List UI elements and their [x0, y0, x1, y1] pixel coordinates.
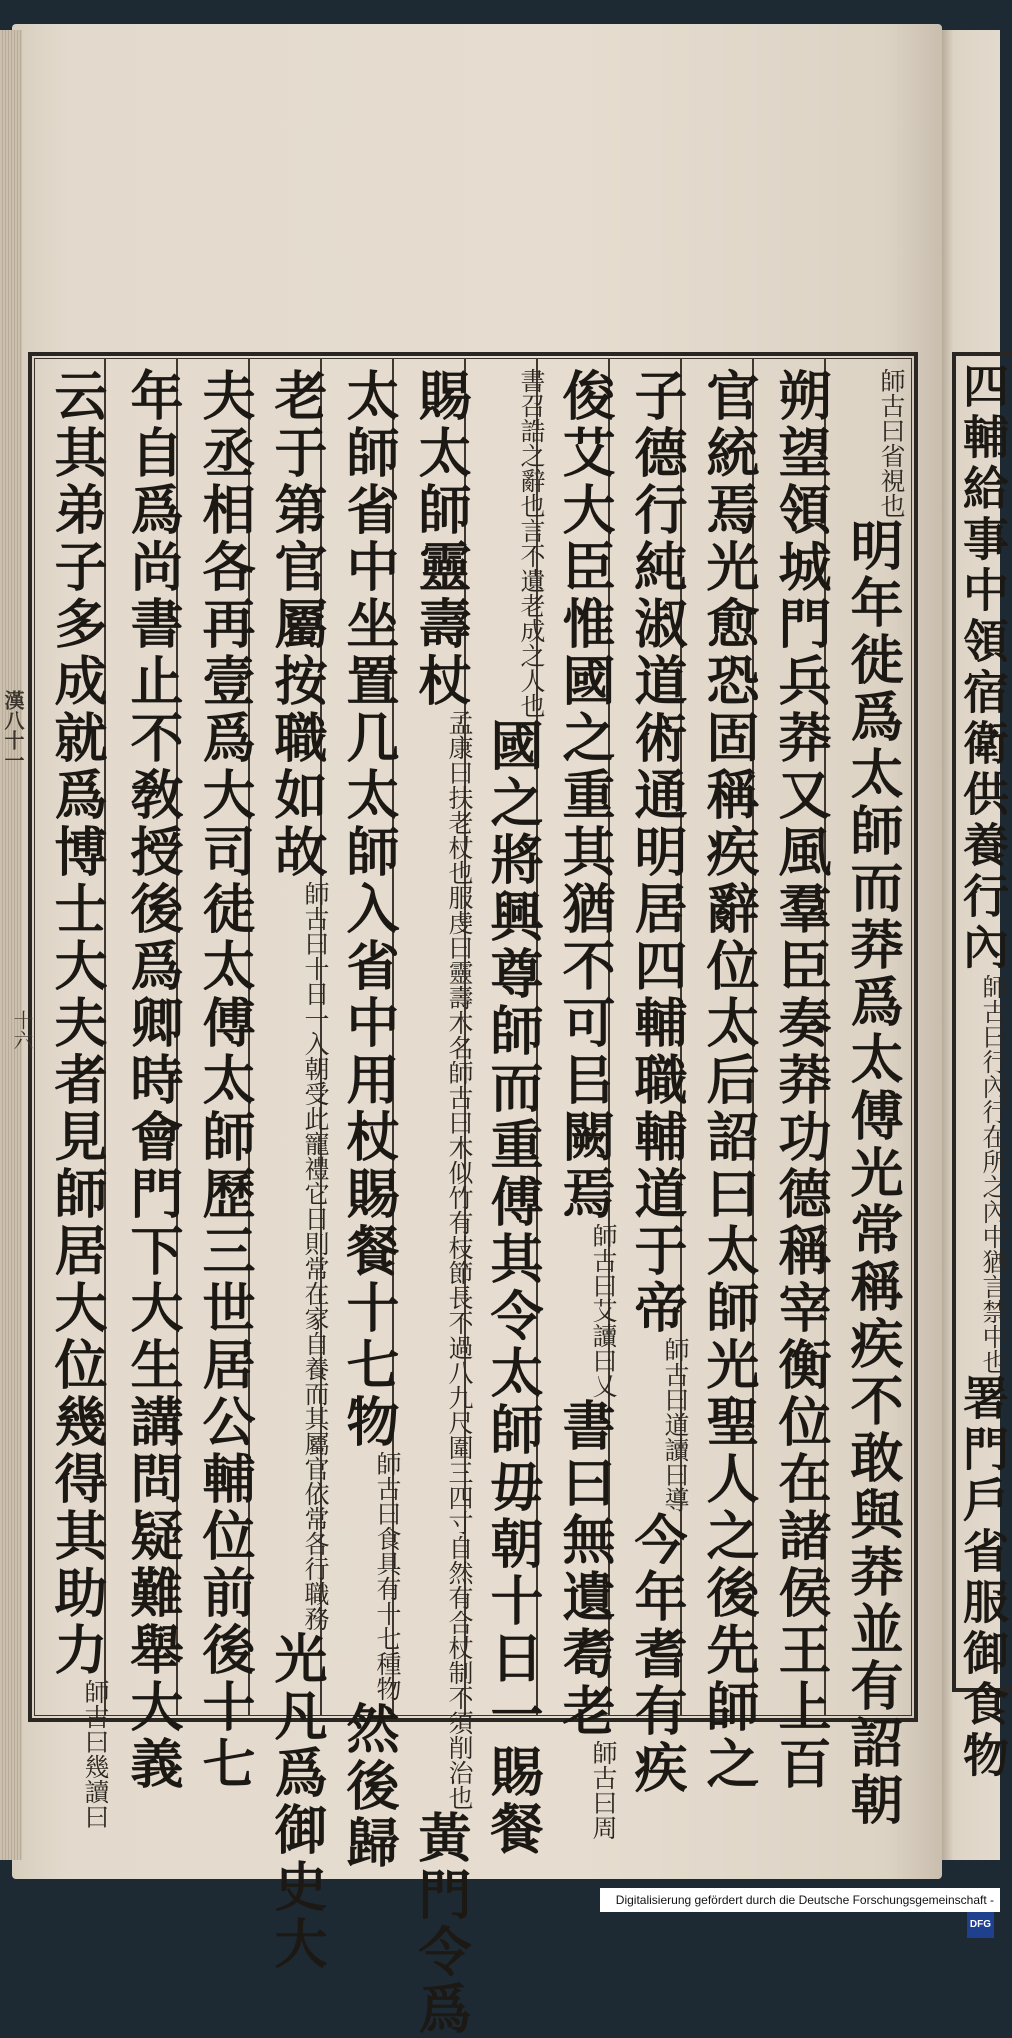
- main-text: 老于第官屬按職如故: [266, 368, 328, 881]
- text-column-7: [408, 368, 474, 2038]
- text-column-5: [552, 368, 618, 1840]
- main-text: 國之將興尊師而重傅其令太師毋朝十日一賜餐: [482, 718, 544, 1858]
- dfg-logo: DFG: [967, 1912, 994, 1938]
- main-text: 今年耆有疾: [626, 1512, 688, 1797]
- text-column-2: [768, 368, 834, 1793]
- main-text: 太師省中坐置几太師入省中用杖賜餐十七物: [338, 368, 400, 1451]
- text-column-11: [120, 368, 186, 1793]
- main-text: 子德行純淑道術通明居四輔職輔道于帝: [626, 368, 688, 1337]
- main-text: 俊艾大臣惟國之重其猶不可㠯闕焉: [554, 368, 616, 1223]
- text-column-8: [336, 368, 402, 1872]
- text-column-3: [696, 368, 762, 1793]
- main-text: 署門戶省服御食物: [956, 1374, 1010, 1782]
- text-column-9: [264, 368, 330, 1973]
- text-column-1: [840, 368, 906, 1829]
- commentary-note: 師古曰道讀曰導: [661, 1337, 690, 1512]
- main-text: 書曰無遺耈老: [554, 1398, 616, 1740]
- commentary-note: 書召誥之辭也言不遺老成之人也: [517, 368, 546, 718]
- text-column-6: [480, 368, 546, 1858]
- commentary-note: 師古曰周: [589, 1740, 618, 1840]
- main-text: 四輔給事中領宿衛供養行內: [956, 362, 1010, 974]
- main-text: 云其弟子多成就爲博士大夫者見師居大位幾得其助力: [46, 368, 108, 1679]
- margin-label: 漢八十一: [1, 690, 25, 770]
- main-text: 賜太師靈壽杖: [410, 368, 472, 710]
- main-text: 年自爲尚書止不敎授後爲卿時會門下大生講問疑難舉大義: [122, 368, 184, 1793]
- margin-page-number: 十六: [10, 1010, 34, 1050]
- commentary-note: 師古曰十日一入朝受此寵禮它日則常在家自養而其屬官依常各行職務: [301, 881, 330, 1631]
- main-text: 然後歸: [338, 1701, 400, 1872]
- commentary-note: 師古曰食具有十七種物: [373, 1451, 402, 1701]
- right-page-text: [958, 362, 1008, 1782]
- commentary-note: 師古曰省視也: [877, 368, 906, 518]
- main-text: 光凡爲御史大: [266, 1631, 328, 1973]
- commentary-note: 師古曰行內行在所之內中猶言禁中也: [979, 974, 1008, 1374]
- commentary-note: 孟康曰扶老杖也服虔曰靈壽木名師古曰木似竹有枝節長不過八九尺圍三四寸自然有合杖制不須削治也: [445, 710, 474, 1810]
- commentary-note: 師古曰幾讀曰: [81, 1679, 110, 1829]
- text-column-10: [192, 368, 258, 1793]
- main-text: 夫丞相各再壹爲大司徒太傅太師歷三世居公輔位前後十七: [194, 368, 256, 1793]
- footer-text: Digitalisierung gefördert durch die Deutsche Forschungsgemeinschaft -: [615, 1893, 994, 1907]
- main-text: 黃門令爲: [410, 1810, 472, 2038]
- text-column-12: [44, 368, 110, 1829]
- main-text: 官統焉光愈恐固稱疾辭位太后詔曰太師光聖人之後先師之: [698, 368, 760, 1793]
- digitization-footer: [600, 1888, 1000, 1930]
- page-edges: [0, 30, 22, 1860]
- main-text: 朔望領城門兵莽又風羣臣奏莽功德稱宰衡位在諸侯王上百: [770, 368, 832, 1793]
- text-column-4: [624, 368, 690, 1797]
- commentary-note: 師古曰艾讀曰乂: [589, 1223, 618, 1398]
- main-text: 明年徙爲太師而莽爲太傅光常稱疾不敢與莽並有詔朝: [842, 518, 904, 1829]
